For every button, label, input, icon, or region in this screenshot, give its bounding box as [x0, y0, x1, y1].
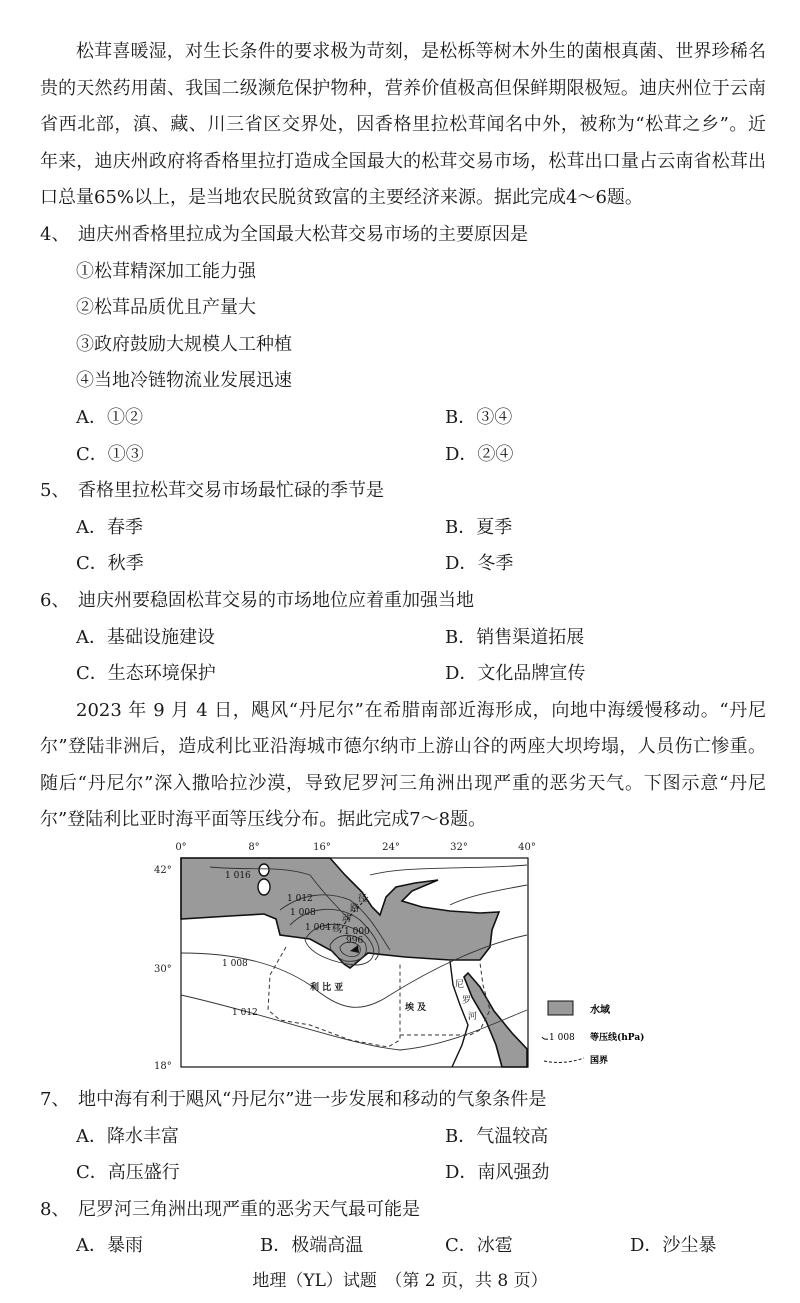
- path-label: 移: [332, 924, 342, 935]
- passage-2: [40, 693, 766, 839]
- option-a[interactable]: A．暴雨: [76, 1235, 143, 1257]
- question-stem: 迪庆州要稳固松茸交易的市场地位应着重加强当地: [78, 589, 474, 611]
- option-d[interactable]: D．南风强劲: [445, 1162, 550, 1184]
- option-c[interactable]: C．冰雹: [445, 1235, 513, 1257]
- option-c[interactable]: C．生态环境保护: [76, 663, 216, 685]
- question-stem: 香格里拉松茸交易市场最忙碌的季节是: [78, 480, 384, 502]
- legend-border-line: [544, 1058, 584, 1062]
- option-d[interactable]: D．文化品牌宣传: [445, 663, 586, 685]
- option-a[interactable]: A．降水丰富: [76, 1125, 179, 1147]
- question-6: [40, 583, 766, 693]
- option-d[interactable]: D．冬季: [445, 553, 514, 575]
- isobar-label: 996: [346, 936, 364, 947]
- option-b[interactable]: B．极端高温: [260, 1235, 364, 1257]
- statement: ②松茸品质优且产量大: [76, 297, 256, 319]
- legend-isobar-label: 等压线(hPa): [590, 1033, 645, 1044]
- question-number: 7、: [40, 1089, 70, 1111]
- river-label: 罗: [462, 996, 472, 1007]
- option-c[interactable]: C．秋季: [76, 553, 144, 575]
- question-number: 4、: [40, 223, 70, 245]
- legend-water-swatch: [548, 1001, 573, 1015]
- passage-line: 年来，迪庆州政府将香格里拉打造成全国最大的松茸交易市场，松茸出口量占云南省松茸出: [40, 150, 766, 172]
- passage-line: 口总量65%以上，是当地农民脱贫致富的主要经济来源。据此完成4～6题。: [40, 187, 643, 209]
- lon-label: 8°: [248, 842, 260, 854]
- lat-label: 42°: [154, 865, 172, 877]
- river-label: 尼: [455, 980, 465, 991]
- option-b[interactable]: B．夏季: [445, 516, 513, 538]
- lat-label: 30°: [154, 964, 172, 976]
- isobar-label: 1 004: [305, 923, 331, 934]
- option-b[interactable]: B．③④: [445, 406, 513, 428]
- island: [258, 879, 270, 895]
- lon-label: 32°: [450, 842, 468, 854]
- lon-label: 24°: [382, 842, 400, 854]
- question-stem: 迪庆州香格里拉成为全国最大松茸交易市场的主要原因是: [78, 223, 528, 245]
- lon-label: 40°: [518, 842, 536, 854]
- option-a[interactable]: A．①②: [76, 406, 143, 428]
- statement: ①松茸精深加工能力强: [76, 260, 256, 282]
- option-b[interactable]: B．气温较高: [445, 1125, 549, 1147]
- isobar-map-figure: [40, 839, 766, 1082]
- isobar-label: 1 000: [344, 927, 370, 938]
- option-c[interactable]: C．①③: [76, 443, 144, 465]
- exam-page: [40, 34, 766, 1265]
- island: [259, 864, 269, 876]
- question-5: [40, 473, 766, 583]
- passage-line: 贵的天然药用菌、我国二级濒危保护物种，营养价值极高但保鲜期限极短。迪庆州位于云南: [40, 77, 766, 99]
- question-number: 8、: [40, 1198, 70, 1220]
- isobar-label: 1 008: [222, 959, 248, 970]
- legend-isobar-sample: 1 008: [549, 1033, 575, 1044]
- path-label: 径: [358, 894, 368, 905]
- passage-line: 随后“丹尼尔”深入撒哈拉沙漠，导致尼罗河三角洲出现严重的恶劣天气。下图示意“丹尼: [40, 772, 766, 794]
- path-label: 路: [350, 904, 360, 915]
- lat-label: 18°: [154, 1061, 172, 1073]
- option-a[interactable]: A．基础设施建设: [76, 626, 215, 648]
- option-a[interactable]: A．春季: [76, 516, 143, 538]
- isobar-label: 1 012: [287, 894, 313, 905]
- passage-line: 2023 年 9 月 4 日，飓风“丹尼尔”在希腊南部近海形成，向地中海缓慢移动。“丹尼: [76, 699, 766, 721]
- page-footer: 地理（YL）试题 （第 2 页，共 8 页）: [252, 1271, 548, 1291]
- legend-border-label: 国界: [590, 1056, 609, 1067]
- legend-isobar-line: [542, 1037, 548, 1039]
- country-label-egypt: 埃 及: [405, 1003, 427, 1014]
- question-8: [40, 1192, 766, 1265]
- question-4: [40, 217, 766, 473]
- option-d[interactable]: D．②④: [445, 443, 514, 465]
- question-number: 6、: [40, 589, 70, 611]
- question-stem: 地中海有利于飓风“丹尼尔”进一步发展和移动的气象条件是: [78, 1089, 547, 1111]
- question-number: 5、: [40, 480, 70, 502]
- passage-line: 省西北部，滇、藏、川三省区交界处，因香格里拉松茸闻名中外，被称为“松茸之乡”。近: [40, 114, 766, 136]
- country-label-libya: 利 比 亚: [310, 983, 344, 994]
- lon-label: 0°: [175, 842, 187, 854]
- passage-line: 尔”登陆利比亚时海平面等压线分布。据此完成7～8题。: [40, 809, 487, 831]
- option-c[interactable]: C．高压盛行: [76, 1162, 180, 1184]
- legend-water-label: 水域: [590, 1005, 610, 1017]
- path-label: 动: [342, 914, 352, 925]
- statement: ③政府鼓励大规模人工种植: [76, 333, 292, 355]
- lon-label: 16°: [313, 842, 331, 854]
- passage-1: [40, 34, 766, 217]
- question-7: [40, 1082, 766, 1192]
- question-stem: 尼罗河三角洲出现严重的恶劣天气最可能是: [78, 1198, 420, 1220]
- option-d[interactable]: D．沙尘暴: [630, 1235, 717, 1257]
- river-label: 河: [468, 1012, 478, 1023]
- isobar-label: 1 008: [290, 908, 316, 919]
- isobar-map: [150, 835, 650, 1095]
- option-b[interactable]: B．销售渠道拓展: [445, 626, 585, 648]
- passage-line: 尔”登陆非洲后，造成利比亚沿海城市德尔纳市上游山谷的两座大坝垮塌，人员伤亡惨重。: [40, 736, 766, 758]
- passage-line: 松茸喜暖湿，对生长条件的要求极为苛刻，是松栎等树木外生的菌根真菌、世界珍稀名: [76, 41, 766, 62]
- isobar-label: 1 012: [232, 1008, 258, 1019]
- statement: ④当地冷链物流业发展迅速: [76, 370, 292, 392]
- isobar-label: 1 016: [225, 871, 251, 882]
